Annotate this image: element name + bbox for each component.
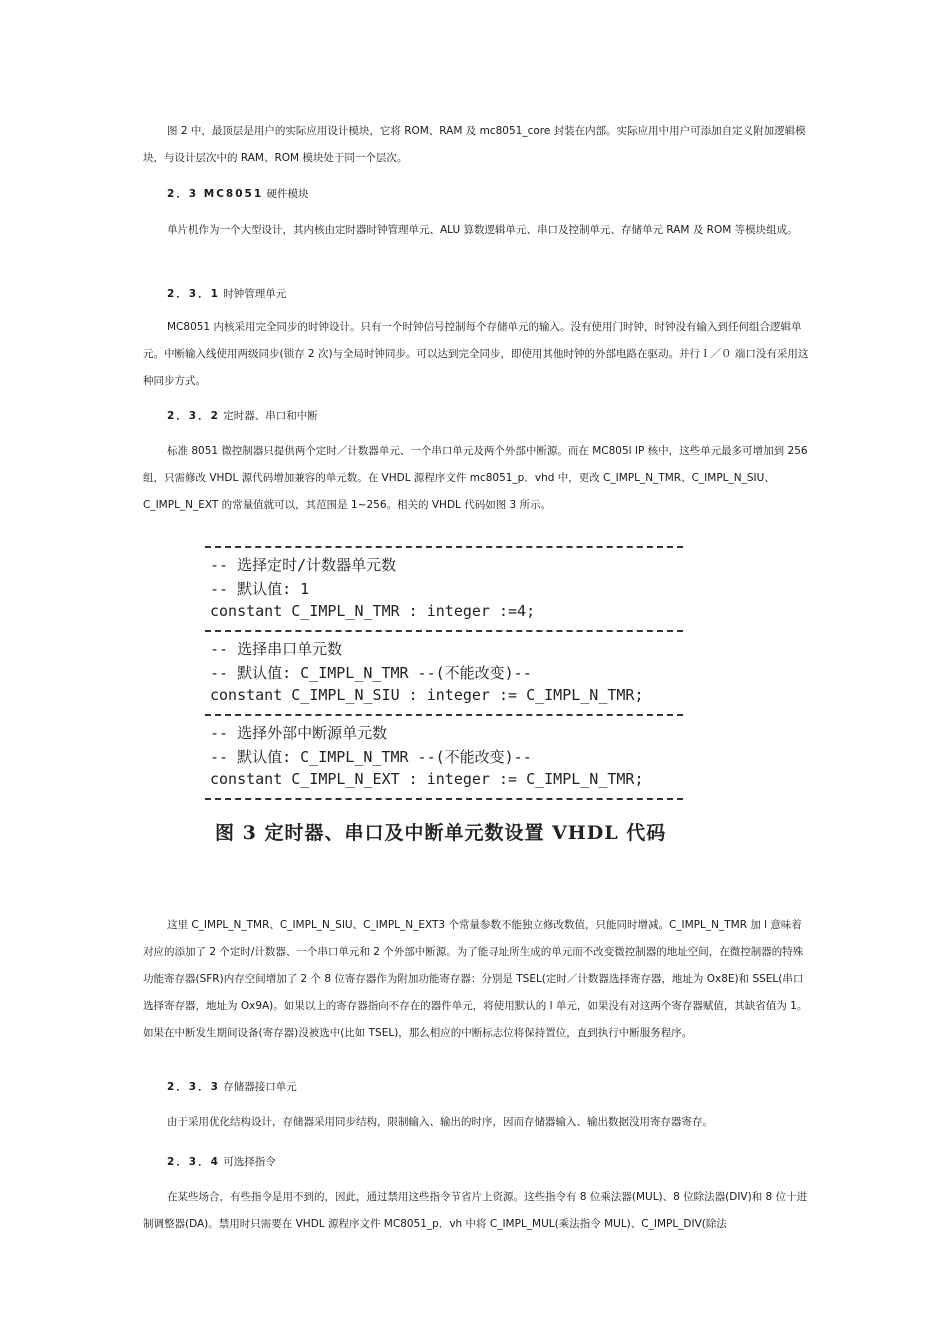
section-number: 2．3．1: [167, 288, 220, 300]
section-title: 硬件模块: [263, 188, 309, 200]
section-number: 2．3．3: [167, 1081, 220, 1093]
dashed-divider: [205, 546, 683, 548]
section-2-3-3-paragraph: 由于采用优化结构设计，存储器采用同步结构，限制输入、输出的时序，因而存储器输入、输出数据没用寄存器寄存。: [167, 1116, 713, 1128]
figure-caption: 图 3 定时器、串口及中断单元数设置 VHDL 代码: [215, 822, 667, 844]
section-heading-2-3-4: [167, 1152, 276, 1172]
section-title: 时钟管理单元: [219, 288, 287, 300]
section-heading-2-3: [167, 184, 309, 204]
after-figure-paragraph: 这里 C_IMPL_N_TMR、C_IMPL_N_SIU、C_IMPL_N_EXT3 个常量参数不能独立修改数值，只能同时增减。C_IMPL_N_TMR 加 l 意味着对应的添加了 2 个定时/计数器、一个串口单元和 2 个外部中断源。为了能寻址所生成的单元而不改变微控制器的地址空间，在微控制器的特殊功能寄存器(SFR)内存空间增加了 2 个 8 位寄存器作为附加功能寄存器：分别是 TSEL(定时／计数器选择寄存器，地址为 Ox8E)和 SSEL(串口选择寄存器，地址为 Ox9A)。如果以上的寄存器指向不存在的器件单元，将使用默认的 l 单元，如果没有对这两个寄存器赋值，其缺省值为 1。如果在中断发生期间设备(寄存器)没被选中(比如 TSEL)，那么相应的中断标志位将保持置位，直到执行中断服务程序。: [143, 919, 808, 1039]
dashed-divider: [205, 714, 683, 716]
section-number: 2．3．2: [167, 410, 220, 422]
code-line: -- 默认值: C_IMPL_N_TMR --(不能改变)--: [210, 748, 532, 766]
section-number: 2．3 MC8051: [167, 188, 264, 200]
section-2-3-2-paragraph: 标准 8051 微控制器只提供两个定时／计数器单元、一个串口单元及两个外部中断源。而在 MC805l IP 核中，这些单元最多可增加到 256 组，只需修改 VHDL 源代码增加兼容的单元数。在 VHDL 源程序文件 mc8051_p．vhd 中，更改 C_IMPL_N_TMR、C_IMPL_N_SIU、C_IMPL_N_EXT 的常量值就可以，其范围是 1~256。相关的 VHDL 代码如图 3 所示。: [143, 445, 808, 511]
section-title: 可选择指令: [219, 1156, 276, 1168]
code-line: -- 选择定时/计数器单元数: [210, 556, 397, 574]
section-2-3-paragraph: 单片机作为一个大型设计，其内核由定时器时钟管理单元、ALU 算数逻辑单元、串口及控制单元、存储单元 RAM 及 ROM 等模块组成。: [167, 224, 798, 236]
section-heading-2-3-3: [167, 1077, 297, 1097]
intro-paragraph: 图 2 中，最顶层是用户的实际应用设计模块，它将 ROM、RAM 及 mc8051_core 封装在内部。实际应用中用户可添加自定义附加逻辑模块，与设计层次中的 RAM、ROM 模块处于同一个层次。: [143, 125, 806, 164]
figure-3-vhdl-code: [205, 536, 685, 846]
dashed-divider: [205, 630, 683, 632]
code-line: -- 默认值: 1: [210, 580, 310, 598]
code-line: -- 选择外部中断源单元数: [210, 724, 388, 742]
code-line: -- 选择串口单元数: [210, 640, 343, 658]
section-heading-2-3-2: [167, 406, 318, 426]
section-heading-2-3-1: [167, 284, 286, 304]
section-2-3-1-paragraph: MC8051 内核采用完全同步的时钟设计。只有一个时钟信号控制每个存储单元的输入。没有使用门时钟，时钟没有输入到任何组合逻辑单元。中断输入线使用两级同步(锁存 2 次)与全局时钟同步。可以达到完全同步，即使用其他时钟的外部电路在驱动。并行Ｉ／０ 端口没有采用这种同步方式。: [143, 321, 809, 387]
section-title: 定时器、串口和中断: [219, 410, 318, 422]
code-line: constant C_IMPL_N_SIU : integer := C_IMPL_N_TMR;: [210, 686, 644, 704]
code-line: constant C_IMPL_N_TMR : integer :=4;: [210, 602, 536, 620]
dashed-divider: [205, 798, 683, 800]
section-number: 2．3．4: [167, 1156, 220, 1168]
code-line: -- 默认值: C_IMPL_N_TMR --(不能改变)--: [210, 664, 532, 682]
section-title: 存储器接口单元: [219, 1081, 297, 1093]
code-line: constant C_IMPL_N_EXT : integer := C_IMPL_N_TMR;: [210, 770, 644, 788]
section-2-3-4-paragraph: 在某些场合，有些指令是用不到的，因此，通过禁用这些指令节省片上资源。这些指令有 8 位乘法器(MUL)、8 位除法器(DIV)和 8 位十进制调整器(DA)。禁用时只需要在 VHDL 源程序文件 MC8051_p．vh 中将 C_IMPL_MUL(乘法指令 MUL)、C_IMPL_DIV(除法: [143, 1191, 808, 1230]
